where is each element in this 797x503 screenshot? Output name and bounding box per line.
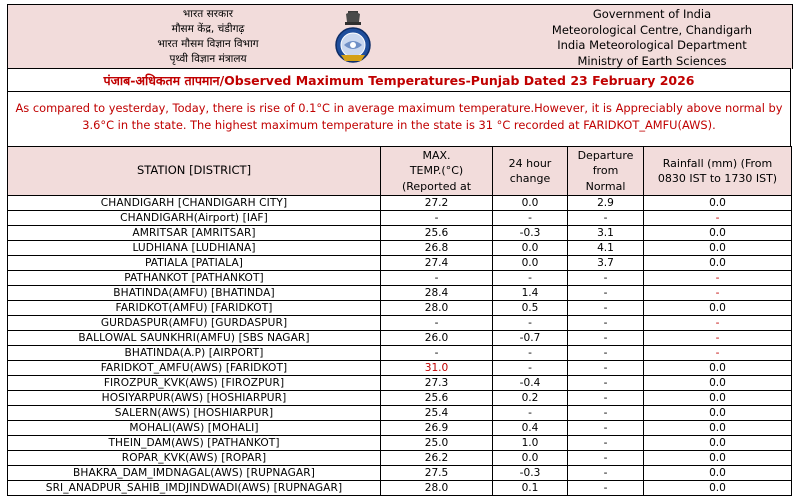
table-row: [8, 436, 792, 451]
cell-departure: -: [568, 391, 644, 406]
cell-station: LUDHIANA [LUDHIANA]: [8, 241, 381, 256]
table-row: [8, 286, 792, 301]
cell-departure: -: [568, 271, 644, 286]
cell-max: 26.9: [381, 421, 493, 436]
cell-max: 25.6: [381, 391, 493, 406]
cell-departure: 3.1: [568, 226, 644, 241]
cell-rainfall: -: [644, 346, 792, 361]
cell-max: 27.3: [381, 376, 493, 391]
cell-station: GURDASPUR(AMFU) [GURDASPUR]: [8, 316, 381, 331]
cell-station: CHANDIGARH(Airport) [IAF]: [8, 211, 381, 226]
cell-change: -0.3: [493, 226, 568, 241]
cell-station: BHATINDA(AMFU) [BHATINDA]: [8, 286, 381, 301]
cell-rainfall: 0.0: [644, 361, 792, 376]
table-row: [8, 211, 792, 226]
cell-rainfall: 0.0: [644, 406, 792, 421]
cell-change: 0.2: [493, 391, 568, 406]
hindi-header: [108, 7, 308, 67]
cell-max: 27.5: [381, 466, 493, 481]
cell-station: BHAKRA_DAM_IMDNAGAL(AWS) [RUPNAGAR]: [8, 466, 381, 481]
table-row: [8, 196, 792, 211]
cell-change: 0.4: [493, 421, 568, 436]
table-header-row: [8, 147, 792, 196]
cell-rainfall: 0.0: [644, 391, 792, 406]
cell-station: BALLOWAL SAUNKHRI(AMFU) [SBS NAGAR]: [8, 331, 381, 346]
cell-station: PATIALA [PATIALA]: [8, 256, 381, 271]
cell-rainfall: -: [644, 271, 792, 286]
cell-station: FARIDKOT_AMFU(AWS) [FARIDKOT]: [8, 361, 381, 376]
header-max-line: TEMP.(°C): [409, 164, 464, 178]
cell-change: -: [493, 271, 568, 286]
cell-departure: -: [568, 466, 644, 481]
cell-change: -: [493, 346, 568, 361]
cell-departure: -: [568, 346, 644, 361]
cell-max: 25.0: [381, 436, 493, 451]
table-row: [8, 466, 792, 481]
cell-change: -: [493, 361, 568, 376]
cell-departure: -: [568, 301, 644, 316]
cell-change: 0.0: [493, 241, 568, 256]
cell-station: HOSIYARPUR(AWS) [HOSHIARPUR]: [8, 391, 381, 406]
cell-departure: 4.1: [568, 241, 644, 256]
hindi-line: पृथ्वी विज्ञान मंत्रालय: [169, 53, 247, 65]
table-row: [8, 331, 792, 346]
table-row: [8, 406, 792, 421]
cell-departure: 3.7: [568, 256, 644, 271]
cell-change: -: [493, 406, 568, 421]
cell-change: -0.7: [493, 331, 568, 346]
cell-station: FARIDKOT(AMFU) [FARIDKOT]: [8, 301, 381, 316]
cell-change: 0.0: [493, 451, 568, 466]
header-departure: [568, 147, 644, 196]
table-row: [8, 316, 792, 331]
cell-station: MOHALI(AWS) [MOHALI]: [8, 421, 381, 436]
english-line: Ministry of Earth Sciences: [577, 53, 727, 68]
english-header: [532, 7, 772, 69]
cell-max: 28.0: [381, 301, 493, 316]
table-row: [8, 421, 792, 436]
cell-max: 26.8: [381, 241, 493, 256]
cell-rainfall: 0.0: [644, 436, 792, 451]
english-line: Meteorological Centre, Chandigarh: [551, 22, 753, 37]
cell-change: 0.0: [493, 196, 568, 211]
english-line: Government of India: [592, 7, 712, 21]
cell-departure: -: [568, 451, 644, 466]
cell-max: 27.4: [381, 256, 493, 271]
table-row: [8, 226, 792, 241]
header-rain-line: Rainfall (mm) (From: [662, 156, 773, 170]
cell-rainfall: 0.0: [644, 256, 792, 271]
temperature-table: [7, 146, 792, 496]
cell-departure: -: [568, 481, 644, 496]
cell-max: 28.0: [381, 481, 493, 496]
hindi-line: मौसम केंद्र, चंडीगढ़: [171, 23, 245, 35]
cell-max: 26.2: [381, 451, 493, 466]
cell-max: 25.6: [381, 226, 493, 241]
english-line: India Meteorological Department: [557, 38, 747, 52]
cell-max: 31.0: [381, 361, 493, 376]
cell-max: 28.4: [381, 286, 493, 301]
imd-emblem-icon: [331, 9, 375, 65]
header-rainfall: [644, 147, 792, 196]
cell-rainfall: 0.0: [644, 301, 792, 316]
cell-rainfall: -: [644, 286, 792, 301]
header-station-label: STATION [DISTRICT]: [136, 163, 252, 178]
cell-max: -: [381, 271, 493, 286]
cell-change: 0.5: [493, 301, 568, 316]
table-row: [8, 391, 792, 406]
table-row: [8, 301, 792, 316]
cell-departure: -: [568, 286, 644, 301]
cell-station: FIROZPUR_KVK(AWS) [FIROZPUR]: [8, 376, 381, 391]
table-row: [8, 346, 792, 361]
cell-station: ROPAR_KVK(AWS) [ROPAR]: [8, 451, 381, 466]
cell-station: SALERN(AWS) [HOSHIARPUR]: [8, 406, 381, 421]
cell-departure: -: [568, 316, 644, 331]
cell-change: -: [493, 316, 568, 331]
table-row: [8, 241, 792, 256]
cell-rainfall: -: [644, 211, 792, 226]
table-row: [8, 451, 792, 466]
header-max-line: MAX.: [422, 148, 451, 162]
header-change-line: 24 hour: [508, 156, 552, 170]
cell-station: PATHANKOT [PATHANKOT]: [8, 271, 381, 286]
cell-change: -0.3: [493, 466, 568, 481]
cell-station: CHANDIGARH [CHANDIGARH CITY]: [8, 196, 381, 211]
cell-change: -: [493, 211, 568, 226]
header-max-line: (Reported at: [401, 179, 472, 193]
cell-departure: -: [568, 211, 644, 226]
cell-max: 26.0: [381, 331, 493, 346]
cell-departure: -: [568, 331, 644, 346]
cell-departure: -: [568, 406, 644, 421]
cell-rainfall: 0.0: [644, 466, 792, 481]
table-body: [8, 196, 792, 496]
cell-rainfall: 0.0: [644, 451, 792, 466]
cell-rainfall: 0.0: [644, 196, 792, 211]
cell-change: 0.1: [493, 481, 568, 496]
cell-max: 27.2: [381, 196, 493, 211]
cell-departure: -: [568, 421, 644, 436]
cell-departure: -: [568, 376, 644, 391]
cell-rainfall: 0.0: [644, 241, 792, 256]
cell-max: -: [381, 211, 493, 226]
header-max-temp: [381, 147, 493, 196]
cell-rainfall: -: [644, 316, 792, 331]
cell-station: THEIN_DAM(AWS) [PATHANKOT]: [8, 436, 381, 451]
cell-station: AMRITSAR [AMRITSAR]: [8, 226, 381, 241]
table-row: [8, 271, 792, 286]
summary-text: As compared to yesterday, Today, there is rise of 0.1°C in average maximum temperature.However, it is Appreciably above normal by 3.6°C in the state. The highest maximum temperature in the state is 31 °C recorded at FARIDKOT_AMFU(AWS).: [7, 92, 791, 146]
cell-max: -: [381, 346, 493, 361]
table-row: [8, 481, 792, 496]
cell-change: 1.0: [493, 436, 568, 451]
cell-rainfall: 0.0: [644, 421, 792, 436]
header-change-line: change: [509, 172, 551, 185]
header-dep-line: Normal: [585, 179, 626, 193]
cell-departure: -: [568, 361, 644, 376]
cell-departure: -: [568, 436, 644, 451]
header-dep-line: from: [592, 164, 619, 178]
cell-change: -0.4: [493, 376, 568, 391]
header-dep-line: Departure: [577, 148, 634, 162]
header-rain-line: 0830 IST to 1730 IST): [657, 172, 778, 185]
header-station: [8, 147, 381, 196]
cell-departure: 2.9: [568, 196, 644, 211]
table-row: [8, 376, 792, 391]
header-24h-change: [493, 147, 568, 196]
hindi-line: भारत मौसम विज्ञान विभाग: [157, 38, 259, 50]
report-title: पंजाब-अधिकतम तापमान/Observed Maximum Temperatures-Punjab Dated 23 February 2026: [7, 68, 791, 92]
table-row: [8, 256, 792, 271]
cell-max: -: [381, 316, 493, 331]
cell-change: 0.0: [493, 256, 568, 271]
cell-rainfall: 0.0: [644, 226, 792, 241]
cell-change: 1.4: [493, 286, 568, 301]
cell-station: BHATINDA(A.P) [AIRPORT]: [8, 346, 381, 361]
hindi-line: भारत सरकार: [182, 8, 234, 20]
table-row: [8, 361, 792, 376]
report-header: [7, 4, 793, 69]
cell-max: 25.4: [381, 406, 493, 421]
cell-rainfall: 0.0: [644, 376, 792, 391]
cell-rainfall: -: [644, 331, 792, 346]
cell-station: SRI_ANADPUR_SAHIB_IMDJINDWADI(AWS) [RUPNAGAR]: [8, 481, 381, 496]
cell-rainfall: 0.0: [644, 481, 792, 496]
